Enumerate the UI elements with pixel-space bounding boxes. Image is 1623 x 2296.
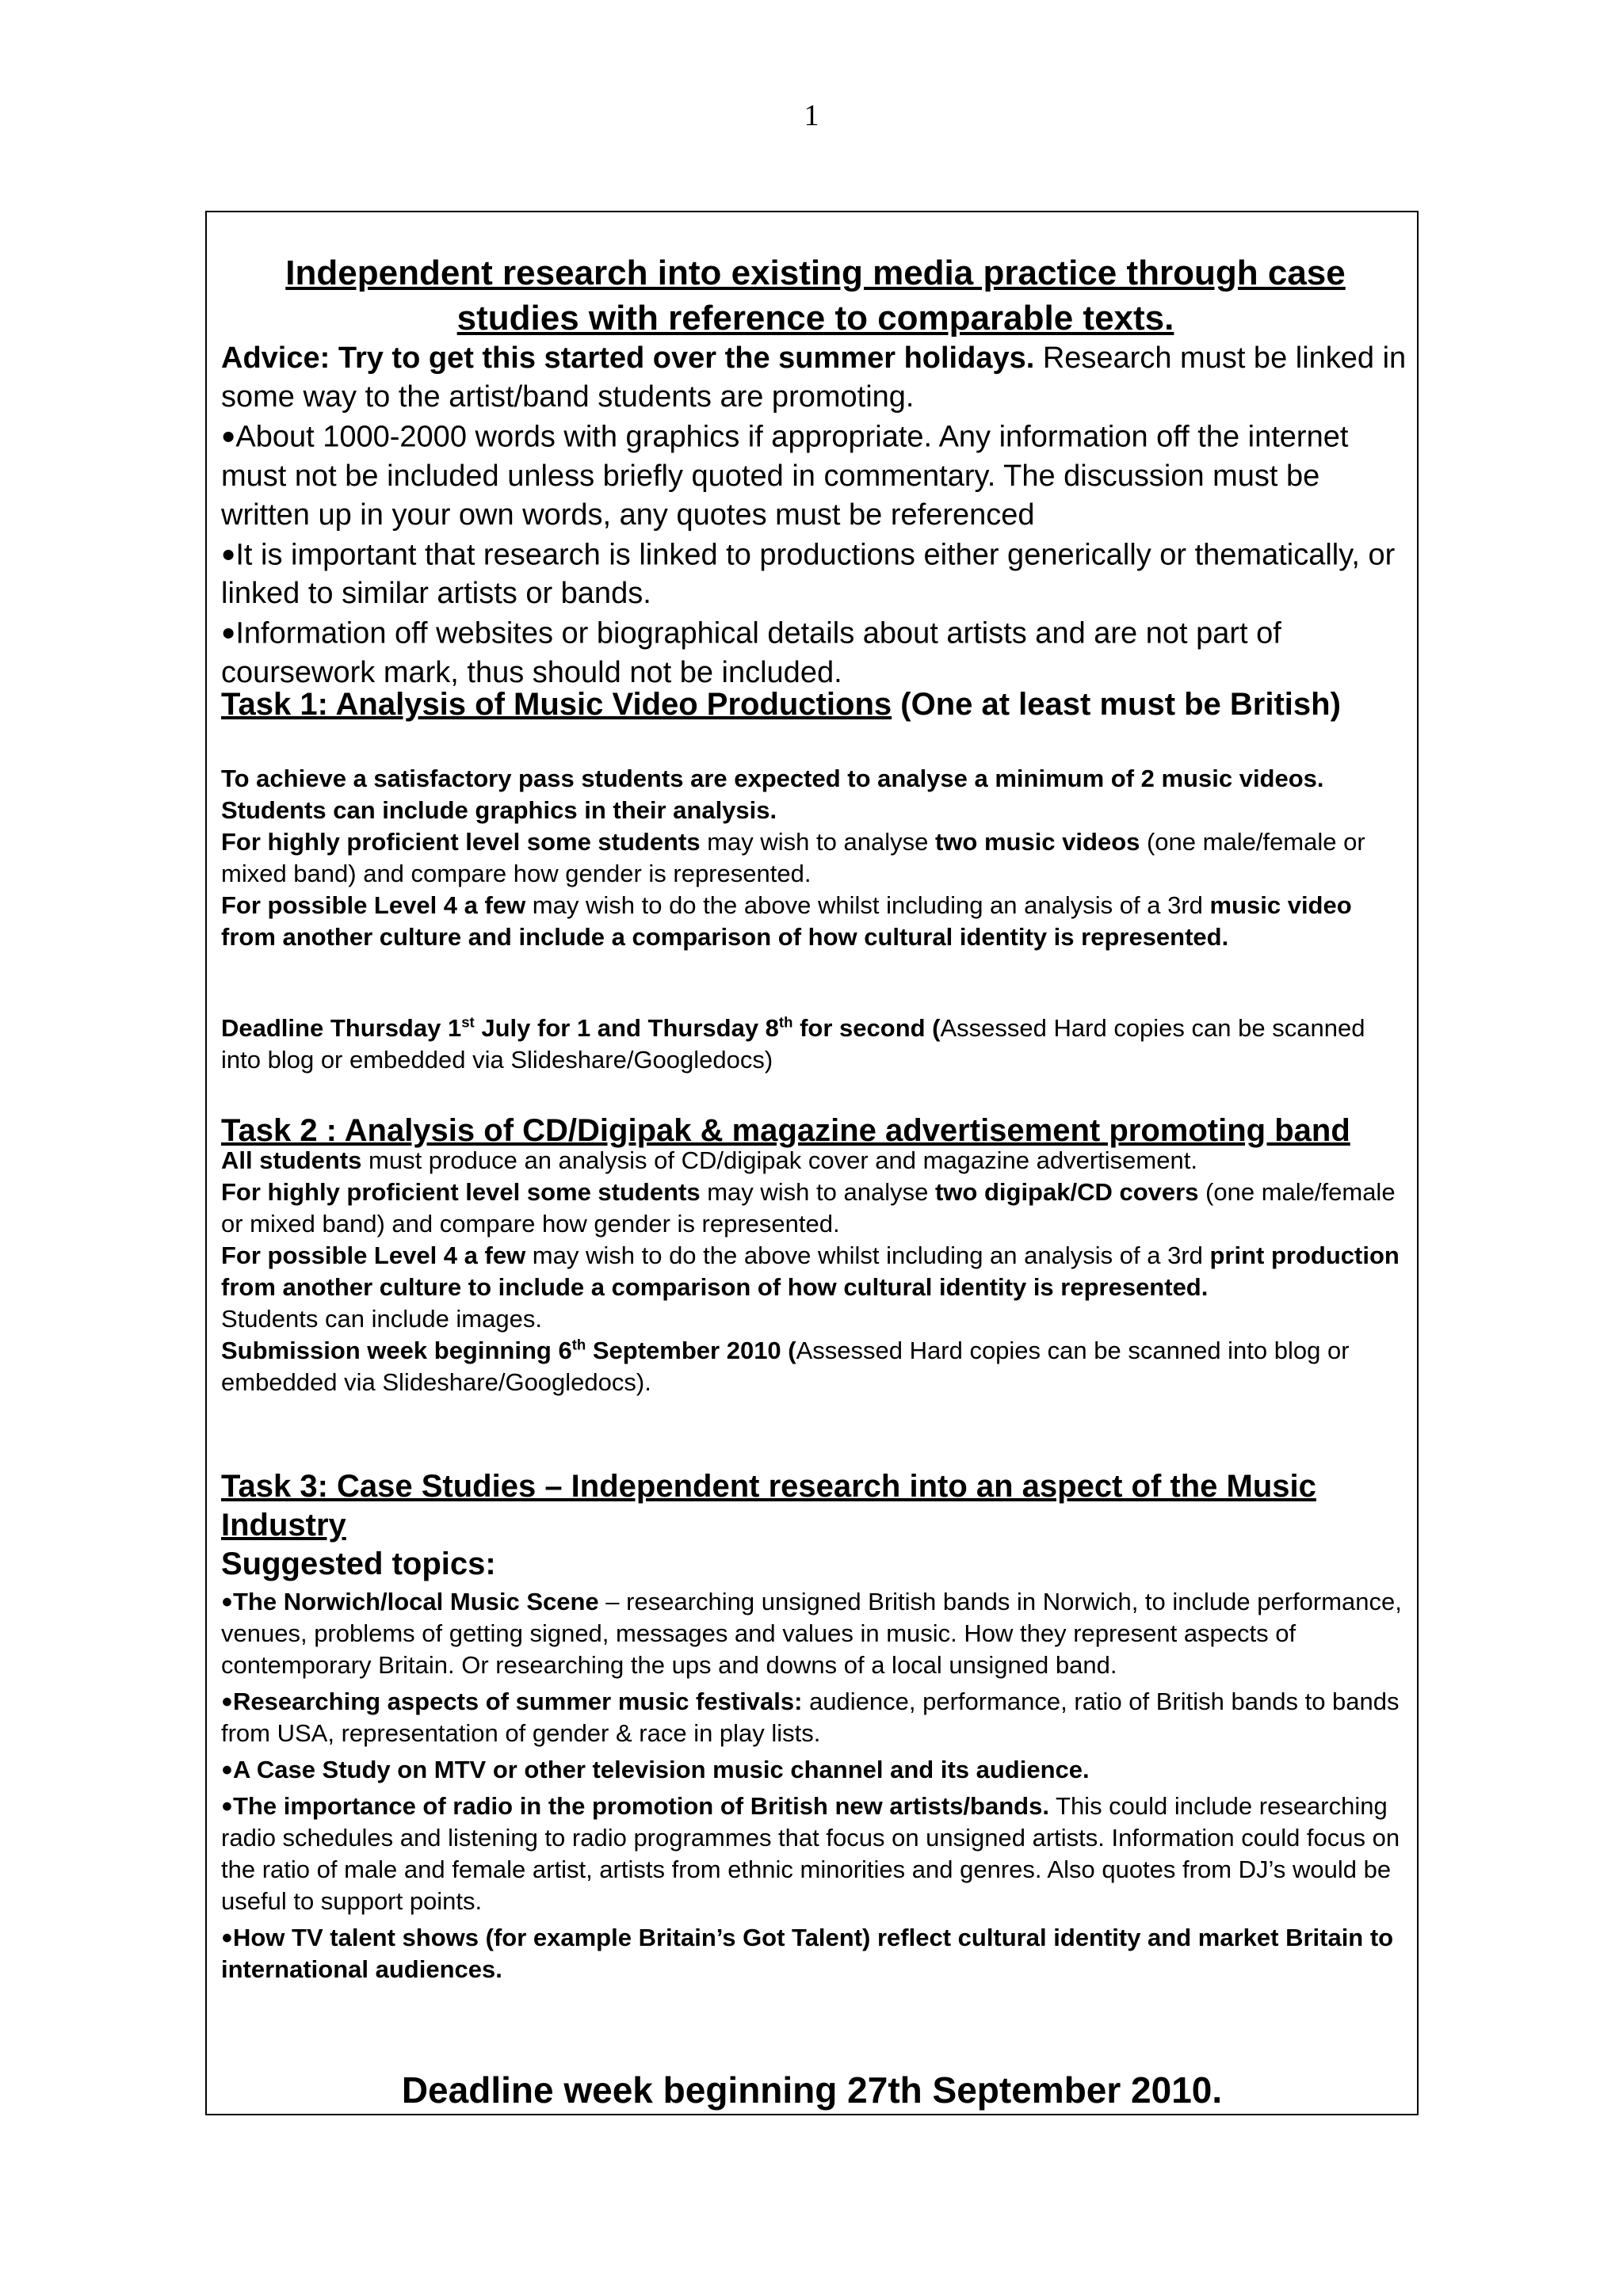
intro-section [221,339,1410,692]
task1-heading-underlined: Task 1: Analysis of Music Video Productions [221,687,892,722]
topic-item: ●How TV talent shows (for example Britain’s Got Talent) reflect cultural identity and market Britain to international audiences. [221,1924,1394,1984]
task2-heading: Task 2 : Analysis of CD/Digipak & magazine advertisement promoting band [221,1113,1350,1148]
task1-body [221,763,1410,953]
document-title [221,250,1410,341]
bullet-icon: ● [221,540,236,567]
task2-paragraph-4: Students can include images. [221,1305,542,1333]
bullet-icon: ● [221,1759,233,1781]
title-line-1: Independent research into existing media practice through case [285,254,1346,292]
task3-heading-line-1: Task 3: Case Studies – Independent research into an aspect of the Music [221,1469,1316,1504]
advice-paragraph [221,339,1410,417]
task2-paragraph-2: For highly proficient level some students may wish to analyse two digipak/CD covers (one male/female or mixed band) and compare how gender is represented. [221,1178,1396,1238]
topic-item: ●A Case Study on MTV or other television music channel and its audience. [221,1756,1090,1784]
suggested-topics-label: Suggested topics: [221,1547,496,1581]
task2-paragraph-3: For possible Level 4 a few may wish to do the above whilst including an analysis of a 3rd print production from another culture to include a comparison of how cultural identity is represented. [221,1241,1400,1301]
task3-topics [221,1586,1410,1990]
task3-heading-line-2: Industry [221,1508,346,1543]
task1-heading [221,685,1410,724]
task1-heading-rest: (One at least must be British) [892,687,1341,722]
task2-body [221,1145,1410,1398]
topic-item: ●The Norwich/local Music Scene – researching unsigned British bands in Norwich, to include performance, venues, problems of getting signed, messages and values in music. How they represent aspects of contemporary Britain. Or researching the ups and downs of a local unsigned band. [221,1588,1402,1680]
task1-deadline: Deadline Thursday 1st July for 1 and Thursday 8th for second (Assessed Hard copies can be scanned into blog or embedded via Slideshare/Googledocs) [221,1013,1365,1074]
task1-paragraph-3: For possible Level 4 a few may wish to do the above whilst including an analysis of a 3rd music video from another culture and include a comparison of how cultural identity is represented. [221,891,1352,951]
intro-bullet-3: ●Information off websites or biographical details about artists and are not part of coursework mark, thus should not be included. [221,616,1281,689]
advice-bold: Advice: Try to get this started over the summer holidays. [221,341,1035,375]
bullet-icon: ● [221,1795,233,1817]
final-deadline: Deadline week beginning 27th September 2010. [401,2069,1223,2111]
task2-submission: Submission week beginning 6th September 2010 (Assessed Hard copies can be scanned into blog or embedded via Slideshare/Googledocs). [221,1336,1350,1396]
bullet-icon: ● [221,1591,233,1613]
title-line-2: studies with reference to comparable texts. [456,299,1174,338]
task2-paragraph-1: All students must produce an analysis of CD/digipak cover and magazine advertisement. [221,1146,1197,1174]
bullet-icon: ● [221,422,236,449]
topic-item: ●Researching aspects of summer music festivals: audience, performance, ratio of British bands to bands from USA, representation of gender & race in play lists. [221,1688,1400,1748]
task3-heading [221,1467,1410,1584]
advice-rest: Research must be linked in some way to the artist/band students are promoting. [221,341,1407,414]
task1-paragraph-2: For highly proficient level some students may wish to analyse two music videos (one male/female or mixed band) and compare how gender is represented. [221,828,1365,887]
intro-bullet-2: ●It is important that research is linked to productions either generically or thematically, or linked to similar artists or bands. [221,538,1396,611]
topic-item: ●The importance of radio in the promotion of British new artists/bands. This could include researching radio schedules and listening to radio programmes that focus on unsigned artists. Information could focus on the ratio of male and female artist, artists from ethnic minorities and genres. Also quotes from DJ’s would be useful to support points. [221,1792,1400,1916]
task1-paragraph-1: To achieve a satisfactory pass students are expected to analyse a minimum of 2 music videos. Students can include graphics in their analysis. [221,765,1324,824]
bullet-icon: ● [221,1691,233,1713]
intro-bullet-1: ●About 1000-2000 words with graphics if appropriate. Any information off the internet must not be included unless briefly quoted in commentary. The discussion must be written up in your own words, any quotes must be referenced [221,420,1349,532]
page-number: 1 [804,99,819,132]
bullet-icon: ● [221,619,236,646]
bullet-icon: ● [221,1927,233,1949]
